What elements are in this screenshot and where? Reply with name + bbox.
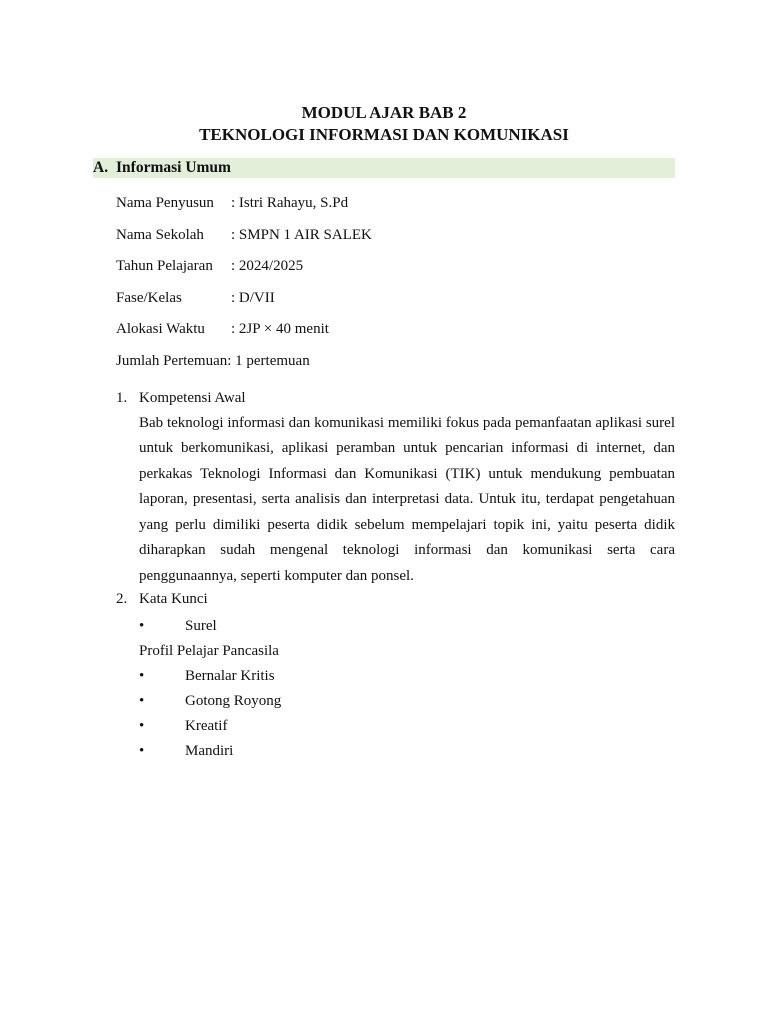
item-number: 1. [116, 390, 128, 406]
item-title: Kompetensi Awal [139, 390, 246, 406]
info-value: : SMPN 1 AIR SALEK [231, 226, 372, 243]
keyword-text: Surel [185, 618, 217, 634]
numbered-content [116, 388, 675, 764]
profile-list-item [139, 689, 675, 714]
bullet-icon: • [139, 668, 145, 684]
info-row-school-year [116, 256, 372, 288]
info-row-meetings [116, 351, 372, 383]
profile-text: Bernalar Kritis [185, 668, 275, 684]
info-value: : 2JP × 40 menit [231, 321, 329, 337]
info-label: Nama Penyusun [116, 195, 214, 211]
profile-heading: Profil Pelajar Pancasila [139, 643, 279, 659]
info-value: : Istri Rahayu, S.Pd [231, 195, 349, 211]
info-label: Alokasi Waktu [116, 321, 205, 337]
title-line-1: MODUL AJAR BAB 2 [301, 103, 467, 122]
item-keywords [116, 589, 675, 764]
bullet-icon: • [139, 743, 145, 759]
keyword-list-item [139, 614, 675, 639]
profile-list-item [139, 714, 675, 739]
profile-text: Gotong Royong [185, 693, 282, 709]
bullet-icon: • [139, 693, 145, 709]
profile-text: Kreatif [185, 718, 228, 734]
info-label: Fase/Kelas [116, 289, 182, 306]
profile-text: Mandiri [185, 743, 234, 759]
info-row-phase-class [116, 288, 372, 320]
bullet-icon: • [139, 718, 145, 734]
profile-list-item [139, 664, 675, 689]
item-number: 2. [116, 591, 128, 607]
section-a-title: Informasi Umum [116, 159, 231, 176]
title-line-2: TEKNOLOGI INFORMASI DAN KOMUNIKASI [199, 125, 569, 144]
info-row-school [116, 225, 372, 257]
document-title [0, 102, 768, 146]
item-initial-competence [116, 388, 675, 589]
info-label: Nama Sekolah [116, 226, 204, 243]
info-label: Tahun Pelajaran [116, 258, 213, 274]
general-info-list [116, 193, 372, 382]
competence-paragraph: Bab teknologi informasi dan komunikasi memiliki fokus pada pemanfaatan aplikasi surel untuk berkomunikasi, aplikasi peramban untuk pencarian informasi di internet, dan perkakas Teknologi Informasi dan Komunikasi (TIK) untuk mendukung pembuatan laporan, presentasi, serta analisis dan interpretasi data. Untuk itu, terdapat pengetahuan yang perlu dimiliki peserta didik sebelum mempelajari topik ini, yaitu peserta didik diharapkan sudah mengenal teknologi informasi dan komunikasi serta cara penggunaannya, seperti komputer dan ponsel. [139, 414, 675, 584]
bullet-icon: • [139, 618, 145, 634]
info-value: : D/VII [231, 289, 275, 306]
info-value: : 2024/2025 [231, 258, 304, 274]
info-label: Jumlah Pertemuan [116, 352, 228, 369]
profile-list-item [139, 739, 675, 764]
section-a-heading [93, 158, 675, 178]
section-a-letter: A. [93, 159, 109, 176]
info-value: : 1 pertemuan [227, 352, 310, 369]
info-row-author [116, 193, 372, 225]
item-title: Kata Kunci [139, 591, 208, 607]
info-row-time-allocation [116, 319, 372, 351]
